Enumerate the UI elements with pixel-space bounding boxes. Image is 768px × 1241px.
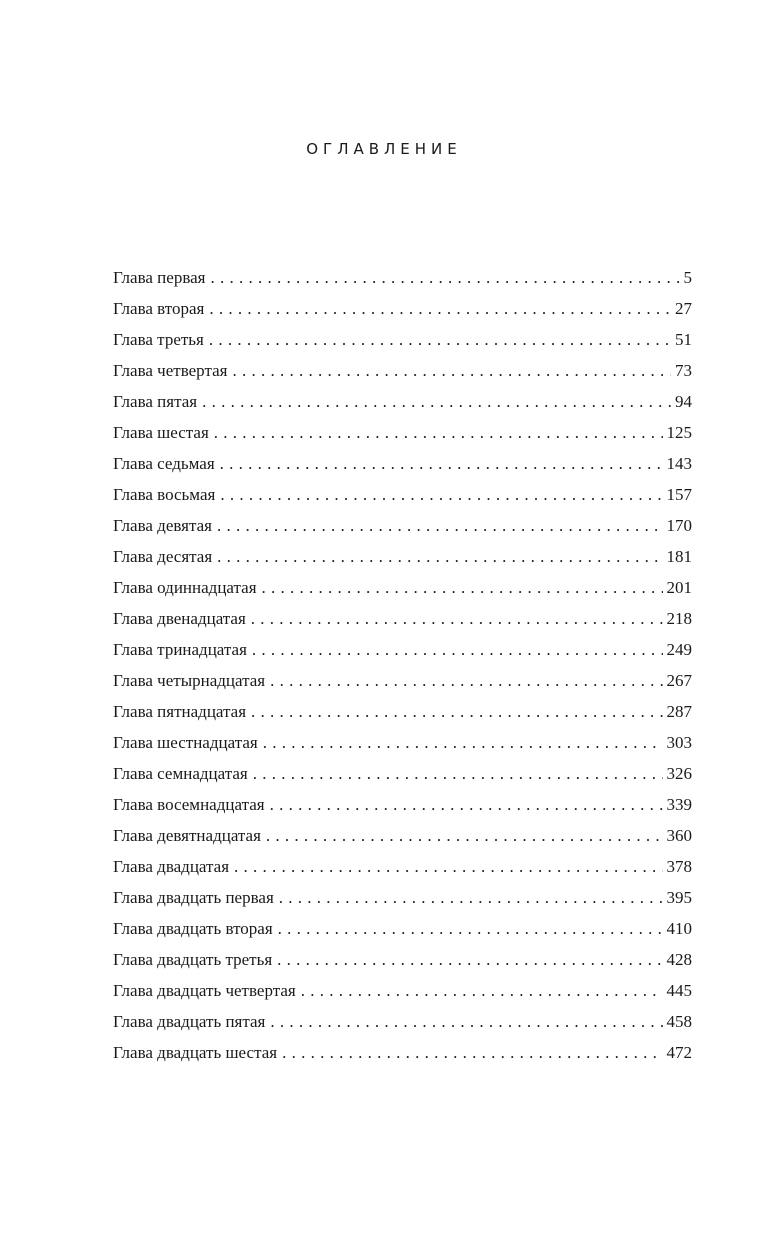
- toc-entry-page-number: 395: [666, 888, 692, 907]
- dot-leader: [278, 913, 663, 944]
- dot-leader: [209, 324, 671, 355]
- dot-leader: [211, 262, 680, 293]
- toc-entry: [113, 634, 692, 665]
- toc-entry-title: Глава третья: [113, 330, 204, 349]
- toc-entry-title: Глава четырнадцатая: [113, 671, 266, 690]
- toc-entry-title: Глава седьмая: [113, 454, 215, 473]
- dot-leader: [270, 665, 662, 696]
- toc-entry: [113, 727, 692, 758]
- dot-leader: [220, 479, 662, 510]
- toc-entry-title: Глава пятая: [113, 392, 198, 411]
- toc-entry: [113, 1006, 692, 1037]
- toc-entry-page-number: 378: [666, 857, 692, 876]
- toc-entry-title: Глава семнадцатая: [113, 764, 248, 783]
- toc-entry-page-number: 410: [666, 919, 692, 938]
- toc-entry-page-number: 287: [666, 702, 692, 721]
- toc-entry-page-number: 428: [666, 950, 692, 969]
- toc-entry-title: Глава двенадцатая: [113, 609, 246, 628]
- toc-entry-page-number: 267: [666, 671, 692, 690]
- toc-entry-title: Глава четвертая: [113, 361, 228, 380]
- toc-entry: [113, 417, 692, 448]
- toc-entry-title: Глава двадцать четвертая: [113, 981, 296, 1000]
- toc-entry: [113, 696, 692, 727]
- toc-entry-page-number: 360: [666, 826, 692, 845]
- toc-entry-page-number: 218: [666, 609, 692, 628]
- toc-entry-title: Глава двадцать первая: [113, 888, 274, 907]
- dot-leader: [252, 634, 663, 665]
- dot-leader: [217, 541, 662, 572]
- toc-entry: [113, 820, 692, 851]
- toc-entry-page-number: 339: [666, 795, 692, 814]
- toc-entry-title: Глава шестнадцатая: [113, 733, 258, 752]
- toc-entry-title: Глава первая: [113, 268, 206, 287]
- toc-entry-title: Глава одиннадцатая: [113, 578, 257, 597]
- toc-entry-page-number: 94: [675, 392, 692, 411]
- toc-entry: [113, 603, 692, 634]
- toc-entry: [113, 882, 692, 913]
- toc-entry-page-number: 326: [666, 764, 692, 783]
- toc-entry: [113, 975, 692, 1006]
- dot-leader: [279, 882, 663, 913]
- dot-leader: [301, 975, 663, 1006]
- page-title: ОГЛАВЛЕНИЕ: [306, 140, 462, 158]
- dot-leader: [282, 1037, 662, 1068]
- toc-entry-title: Глава двадцатая: [113, 857, 230, 876]
- dot-leader: [209, 293, 671, 324]
- toc-entry: [113, 262, 692, 293]
- toc-entry-title: Глава тринадцатая: [113, 640, 247, 659]
- dot-leader: [234, 851, 662, 882]
- toc-entry-title: Глава двадцать третья: [113, 950, 273, 969]
- toc-entry-page-number: 249: [666, 640, 692, 659]
- toc-entry: [113, 851, 692, 882]
- dot-leader: [270, 1006, 662, 1037]
- toc-entry: [113, 665, 692, 696]
- toc-entry-page-number: 157: [666, 485, 692, 504]
- toc-entry: [113, 293, 692, 324]
- toc-entry: [113, 758, 692, 789]
- toc-entry-title: Глава шестая: [113, 423, 209, 442]
- toc-entry-page-number: 170: [666, 516, 692, 535]
- toc-entry-page-number: 201: [666, 578, 692, 597]
- toc-entry-page-number: 181: [666, 547, 692, 566]
- dot-leader: [253, 758, 663, 789]
- dot-leader: [263, 727, 663, 758]
- dot-leader: [262, 572, 663, 603]
- toc-entry-page-number: 143: [666, 454, 692, 473]
- toc-entry-title: Глава восьмая: [113, 485, 216, 504]
- toc-entry: [113, 913, 692, 944]
- toc-entry-title: Глава двадцать шестая: [113, 1043, 278, 1062]
- toc-entry-title: Глава девятая: [113, 516, 212, 535]
- dot-leader: [266, 820, 663, 851]
- dot-leader: [270, 789, 663, 820]
- toc-entry-title: Глава двадцать вторая: [113, 919, 273, 938]
- dot-leader: [214, 417, 663, 448]
- toc-entry: [113, 448, 692, 479]
- toc-entry-page-number: 472: [666, 1043, 692, 1062]
- toc-entry-page-number: 51: [675, 330, 692, 349]
- dot-leader: [217, 510, 663, 541]
- toc-entry: [113, 324, 692, 355]
- dot-leader: [251, 603, 663, 634]
- toc-entry: [113, 386, 692, 417]
- toc-entry-page-number: 5: [683, 268, 692, 287]
- toc-entry: [113, 789, 692, 820]
- toc-entry-title: Глава пятнадцатая: [113, 702, 247, 721]
- toc-entry-page-number: 27: [675, 299, 692, 318]
- toc-entry-title: Глава восемнадцатая: [113, 795, 265, 814]
- toc-entry: [113, 541, 692, 572]
- toc-entry-title: Глава вторая: [113, 299, 205, 318]
- toc-entry: [113, 1037, 692, 1068]
- toc-entry-title: Глава двадцать пятая: [113, 1012, 266, 1031]
- dot-leader: [220, 448, 663, 479]
- dot-leader: [251, 696, 662, 727]
- dot-leader: [277, 944, 662, 975]
- dot-leader: [232, 355, 671, 386]
- toc-entry-page-number: 73: [675, 361, 692, 380]
- toc-entry-page-number: 303: [666, 733, 692, 752]
- toc-entry-page-number: 458: [666, 1012, 692, 1031]
- toc-entry: [113, 572, 692, 603]
- toc-entry-page-number: 445: [666, 981, 692, 1000]
- toc-entry: [113, 355, 692, 386]
- toc-entry: [113, 944, 692, 975]
- toc-entry-title: Глава девятнадцатая: [113, 826, 261, 845]
- toc-entry: [113, 479, 692, 510]
- dot-leader: [202, 386, 671, 417]
- toc-entry-page-number: 125: [666, 423, 692, 442]
- toc-entry: [113, 510, 692, 541]
- toc-entry-title: Глава десятая: [113, 547, 213, 566]
- table-of-contents: [113, 262, 692, 1068]
